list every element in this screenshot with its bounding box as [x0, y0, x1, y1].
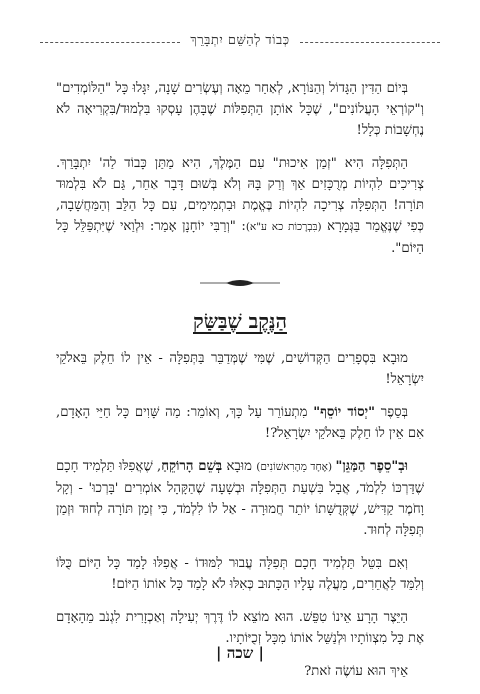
paragraph-text-run: וְאִם בִּטֵּל תַּלְמִיד חָכָם תְּפִלָּה עֲבוּר לִמּוּדוֹ - אֲפִלּוּ לָמַד כָּל הַיּוֹם כֻּלּוֹ וְלִמֵּד לַאֲחֵרִים, מַעֲלֶה עָלָיו הַכָּתוּב כְּאִלּוּ לֹא לָמַד כָּל אוֹתוֹ הַיּוֹם!: [56, 556, 424, 592]
paragraph-text-run: : "וְרַבִּי יוֹחָנָן אָמַר: וּלְוַאי שֶׁיִּתְפַּלֵּל כָּל הַיּוֹם".: [56, 219, 424, 256]
running-header-title: כְּבוֹד לְהַשֵּׁם יִתְבָּרֵךְ: [190, 33, 290, 48]
paragraph-text-run: (בִּבְרָכוֹת כא ע"א): [245, 221, 322, 233]
paragraph: [56, 153, 424, 259]
paragraph: [56, 661, 424, 682]
paragraph-text-run: בְּסֵפֶר: [374, 405, 408, 420]
paragraph-text-run: בְּיוֹם הַדִּין הַגָּדוֹל וְהַנּוֹרָא, לְאַחַר מֵאָה וְעֶשְׂרִים שָׁנָה, יִגָּלוּ כָּל "הַלּוֹמְדִים" וְ"קוֹרְאֵי הָעֲלוֹנִים", שֶׁכָּל אוֹתָן הַתְּפִלּוֹת שֶׁבָּהֶן עָסְקוּ בִּלְמוּד/בִּקְרִיאָה לֹא נֶחְשָׁבוֹת כְּלָל!: [56, 81, 424, 138]
top-paragraphs: [56, 78, 424, 259]
paragraph-text-run: מוּבָא בִּסְפָרִים הַקְּדוֹשִׁים, שֶׁמִּי שֶׁמְּדַבֵּר בַּתְּפִלָּה - אֵין לוֹ חֵלֶק בֵּאלֹקֵי יִשְׂרָאֵל!: [56, 351, 424, 387]
paragraph: [56, 456, 424, 541]
paragraph-text-run: מוּבָא: [222, 459, 257, 474]
paragraph-text-run: מִתְעוֹרֵר עַל כָּךְ, וְאוֹמֵר: מַה שָּׁוִים כָּל חַיֵּי הָאָדָם, אִם אֵין לוֹ חֵלֶק בֵּאלֹקֵי יִשְׂרָאֵל?!: [56, 405, 424, 441]
bottom-paragraphs: [56, 348, 424, 682]
page-number: | שכה |: [216, 644, 264, 662]
page-content: [56, 78, 424, 694]
paragraph: [56, 553, 424, 595]
paragraph-text-run: בְּשֵׁם הָרוֹקֵחַ: [161, 459, 223, 474]
paragraph-text-run: אֵיךְ הוּא עוֹשֶׂה זֹאת?: [304, 664, 408, 679]
running-header: [40, 32, 440, 52]
paragraph: [56, 78, 424, 141]
divider-ornament-icon: [200, 277, 280, 289]
paragraph-text-run: וּבְ"סֵפֶר הַמַּגֵּן": [335, 459, 408, 474]
header-dashed-rule-left: [40, 42, 180, 43]
paragraph: [56, 402, 424, 444]
paragraph: [56, 607, 424, 649]
paragraph-text-run: "יְסוֹד יוֹסֵף": [313, 405, 375, 420]
paragraph-text-run: הַתְּפִלָּה הִיא "זְמַן אִיכוּת" עִם הַמֶּלֶךְ, הִיא מַתַּן כָּבוֹד לַה' יִתְבָּרֵךְ. צְרִיכִים לִהְיוֹת מְרֻכָּזִים אַךְ וְרַק בָּהּ וְלֹא בְּשׁוּם דָּבָר אַחֵר, גַּם לֹא בִּלְמוּד תּוֹרָה! הַתְּפִלָּה צְרִיכָה לִהְיוֹת בֶּאֱמֶת וּבִתְמִימִים, עִם כָּל הַלֵּב וְהַמַּחֲשָׁבָה, כְּפִי שֶׁנֶּאֱמַר בַּגְּמָרָא: [56, 156, 424, 234]
section-heading: הַנֶּקֶב שֶׁבַּשַּׂק: [193, 309, 287, 333]
paragraph-text-run: , שֶׁאֲפִלּוּ תַּלְמִיד חָכָם שֶׁדַּרְכּוֹ לִלְמֹד, אֲבָל בִּשְׁעַת הַתְּפִלָּה וּבְשָׁעָה שֶׁהַקָּהָל אוֹמְרִים 'בָּרְכוּ' - וְקָל וָחֹמֶר קַדִּישׁ, שֶׁקְּדֻשָּׁתוֹ יוֹתֵר חֲמוּרָה - אַל לוֹ לִלְמֹד, כִּי זְמַן תּוֹרָה לְחוּד וּזְמַן תְּפִלָּה לְחוּד.: [56, 459, 424, 538]
paragraph-text-run: הַיֵּצֶר הָרָע אֵינוֹ טִפֵּשׁ. הוּא מוֹצֵא לוֹ דֶּרֶךְ יְעִילָה וְאַכְזָרִית לִגְנֹב מֵהָאָדָם אֶת כָּל מִצְווֹתָיו וּלְנַשֵּׁל אוֹתוֹ מִכָּל זְכֻיּוֹתָיו.: [56, 610, 424, 646]
section-divider: [56, 271, 424, 301]
paragraph-text-run: (אֶחָד מֵהָרִאשׁוֹנִים): [256, 461, 336, 473]
paragraph: [56, 348, 424, 390]
